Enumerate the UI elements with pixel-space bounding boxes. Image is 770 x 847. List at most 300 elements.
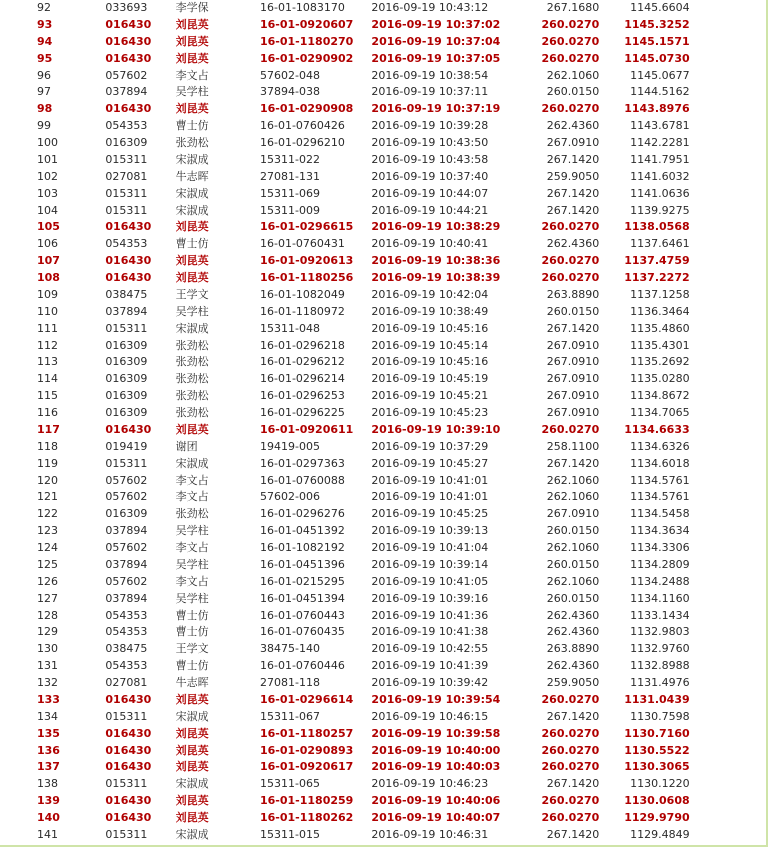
cell-name: 张劲松: [175, 372, 209, 386]
cell-code: 054353: [105, 608, 148, 622]
cell-id: 16-01-1180262: [260, 811, 354, 824]
cell-v1: 267.1420: [546, 152, 600, 166]
cell-rank: 139: [37, 794, 60, 808]
cell-code: 016309: [105, 507, 148, 521]
cell-name: 李文占: [175, 473, 209, 487]
cell-v1: 260.0270: [541, 726, 600, 740]
cell-v1: 262.1060: [546, 574, 600, 588]
cell-v1: 267.0910: [546, 338, 600, 352]
cell-v1: 267.1420: [546, 321, 600, 335]
cell-id: 16-01-1180257: [260, 726, 354, 740]
cell-id: 16-01-1180972: [260, 304, 345, 318]
cell-code: 016430: [105, 254, 152, 268]
cell-id: 16-01-0290893: [260, 743, 354, 757]
cell-code: 016430: [105, 220, 152, 234]
cell-rank: 131: [37, 659, 58, 673]
cell-code: 016309: [105, 136, 148, 149]
cell-v1: 260.0270: [541, 254, 600, 268]
cell-v1: 260.0270: [541, 102, 600, 116]
cell-code: 015311: [105, 186, 148, 200]
cell-rank: 118: [37, 439, 58, 453]
cell-rank: 136: [37, 743, 60, 757]
cell-rank: 103: [37, 186, 58, 200]
cell-id: 16-01-0296218: [260, 338, 345, 352]
cell-v1: 262.4360: [546, 608, 600, 622]
cell-time: 2016-09-19 10:40:06: [371, 794, 501, 808]
cell-code: 016430: [105, 760, 152, 774]
cell-code: 057602: [105, 490, 148, 504]
cell-rank: 133: [37, 692, 60, 706]
cell-code: 016309: [105, 338, 148, 352]
cell-v2: 1134.3634: [630, 524, 690, 538]
cell-v1: 267.1680: [546, 1, 600, 14]
cell-v1: 262.4360: [546, 659, 600, 673]
cell-id: 57602-048: [260, 68, 320, 82]
cell-rank: 106: [37, 237, 58, 251]
cell-time: 2016-09-19 10:41:01: [371, 473, 489, 487]
cell-code: 057602: [105, 574, 148, 588]
cell-rank: 94: [37, 34, 53, 48]
cell-time: 2016-09-19 10:39:13: [371, 524, 489, 538]
cell-rank: 119: [37, 456, 58, 470]
cell-code: 037894: [105, 591, 148, 605]
cell-time: 2016-09-19 10:43:50: [371, 136, 489, 149]
cell-time: 2016-09-19 10:39:28: [371, 119, 489, 133]
cell-time: 2016-09-19 10:41:39: [371, 659, 489, 673]
cell-name: 李文占: [175, 541, 209, 554]
cell-v1: 260.0270: [541, 422, 600, 436]
cell-name: 王学文: [175, 642, 209, 656]
cell-v2: 1134.3306: [630, 541, 690, 554]
cell-code: 057602: [105, 473, 148, 487]
cell-time: 2016-09-19 10:41:01: [371, 490, 489, 504]
cell-code: 038475: [105, 287, 148, 301]
cell-code: 054353: [105, 119, 148, 133]
cell-name: 刘昆英: [175, 254, 209, 268]
cell-rank: 112: [37, 338, 58, 352]
cell-time: 2016-09-19 10:38:49: [371, 304, 489, 318]
cell-v1: 262.4360: [546, 237, 600, 251]
cell-rank: 137: [37, 760, 60, 774]
cell-code: 016430: [105, 102, 152, 116]
cell-id: 15311-065: [260, 777, 320, 791]
cell-code: 037894: [105, 557, 148, 571]
cell-id: 16-01-1082049: [260, 287, 345, 301]
cell-id: 16-01-0760426: [260, 119, 345, 133]
cell-name: 李文占: [175, 574, 209, 588]
cell-name: 宋淑成: [175, 709, 209, 723]
cell-v2: 1143.8976: [624, 102, 690, 116]
cell-name: 曹士仿: [175, 237, 209, 251]
cell-id: 16-01-1180259: [260, 794, 354, 808]
cell-time: 2016-09-19 10:39:16: [371, 591, 489, 605]
cell-v1: 260.0270: [541, 811, 600, 824]
cell-code: 033693: [105, 1, 148, 14]
cell-time: 2016-09-19 10:46:31: [371, 827, 489, 841]
cell-id: 16-01-0296210: [260, 136, 345, 149]
cell-id: 16-01-0760443: [260, 608, 345, 622]
cell-name: 刘昆英: [175, 811, 209, 824]
cell-rank: 138: [37, 777, 58, 791]
cell-v2: 1132.9760: [630, 642, 690, 656]
cell-name: 宋淑成: [175, 152, 209, 166]
cell-id: 16-01-0296276: [260, 507, 345, 521]
cell-time: 2016-09-19 10:37:19: [371, 102, 501, 116]
cell-rank: 140: [37, 811, 60, 824]
cell-v1: 260.0150: [546, 85, 600, 99]
cell-name: 宋淑成: [175, 777, 209, 791]
cell-code: 015311: [105, 321, 148, 335]
cell-name: 李文占: [175, 68, 209, 82]
cell-rank: 134: [37, 709, 58, 723]
cell-v2: 1139.9275: [630, 203, 690, 217]
cell-v1: 260.0270: [541, 760, 600, 774]
cell-name: 张劲松: [175, 507, 209, 521]
cell-code: 016430: [105, 726, 152, 740]
cell-code: 016430: [105, 271, 152, 284]
cell-id: 16-01-0760435: [260, 625, 345, 639]
cell-v2: 1134.1160: [630, 591, 690, 605]
cell-id: 16-01-0451392: [260, 524, 345, 538]
cell-id: 15311-009: [260, 203, 320, 217]
cell-v2: 1136.3464: [630, 304, 690, 318]
cell-v2: 1145.0730: [624, 51, 690, 65]
cell-id: 57602-006: [260, 490, 320, 504]
cell-code: 054353: [105, 625, 148, 639]
cell-code: 016430: [105, 692, 152, 706]
cell-v1: 260.0270: [541, 51, 600, 65]
cell-v2: 1137.4759: [624, 254, 690, 268]
cell-id: 16-01-0290908: [260, 102, 354, 116]
cell-v2: 1134.7065: [630, 406, 690, 419]
cell-name: 张劲松: [175, 355, 209, 369]
cell-rank: 127: [37, 591, 58, 605]
cell-rank: 95: [37, 51, 53, 65]
cell-rank: 99: [37, 119, 51, 133]
cell-v1: 258.1100: [546, 439, 600, 453]
cell-id: 16-01-0296214: [260, 372, 345, 386]
cell-v2: 1135.2692: [630, 355, 690, 369]
cell-id: 15311-015: [260, 827, 320, 841]
cell-v2: 1134.2488: [630, 574, 690, 588]
cell-id: 19419-005: [260, 439, 320, 453]
cell-v1: 259.9050: [546, 676, 600, 689]
cell-time: 2016-09-19 10:38:36: [371, 254, 501, 268]
cell-name: 曹士仿: [175, 608, 209, 622]
cell-time: 2016-09-19 10:42:55: [371, 642, 489, 656]
cell-code: 015311: [105, 827, 148, 841]
cell-code: 016430: [105, 17, 152, 31]
cell-rank: 92: [37, 1, 51, 14]
cell-v2: 1141.0636: [630, 186, 690, 200]
cell-id: 15311-048: [260, 321, 320, 335]
cell-rank: 97: [37, 85, 51, 99]
cell-time: 2016-09-19 10:37:29: [371, 439, 489, 453]
cell-v1: 262.1060: [546, 541, 600, 554]
cell-v2: 1145.6604: [630, 1, 690, 14]
cell-rank: 105: [37, 220, 60, 234]
cell-time: 2016-09-19 10:43:58: [371, 152, 489, 166]
cell-rank: 96: [37, 68, 51, 82]
cell-rank: 115: [37, 389, 58, 403]
cell-time: 2016-09-19 10:45:23: [371, 406, 489, 419]
cell-time: 2016-09-19 10:41:36: [371, 608, 489, 622]
cell-v2: 1134.6018: [630, 456, 690, 470]
cell-v1: 262.1060: [546, 490, 600, 504]
cell-v1: 267.1420: [546, 709, 600, 723]
cell-id: 16-01-0920613: [260, 254, 354, 268]
cell-v1: 260.0150: [546, 304, 600, 318]
cell-name: 刘昆英: [175, 220, 209, 234]
cell-code: 015311: [105, 203, 148, 217]
cell-time: 2016-09-19 10:46:23: [371, 777, 489, 791]
cell-code: 016430: [105, 422, 152, 436]
cell-name: 刘昆英: [175, 743, 209, 757]
cell-name: 刘昆英: [175, 422, 209, 436]
cell-id: 16-01-0451394: [260, 591, 345, 605]
cell-rank: 107: [37, 254, 60, 268]
cell-v2: 1131.4976: [630, 676, 690, 689]
cell-v1: 262.4360: [546, 625, 600, 639]
cell-code: 016430: [105, 51, 152, 65]
cell-v1: 260.0150: [546, 557, 600, 571]
cell-time: 2016-09-19 10:42:04: [371, 287, 489, 301]
cell-rank: 121: [37, 490, 58, 504]
cell-id: 16-01-0920607: [260, 17, 354, 31]
cell-name: 刘昆英: [175, 726, 209, 740]
cell-rank: 129: [37, 625, 58, 639]
cell-name: 牛志晖: [175, 676, 209, 689]
cell-code: 016430: [105, 811, 152, 824]
cell-code: 016430: [105, 794, 152, 808]
cell-v2: 1145.0677: [630, 68, 690, 82]
cell-v2: 1134.5761: [630, 490, 690, 504]
cell-code: 015311: [105, 777, 148, 791]
cell-v1: 260.0150: [546, 591, 600, 605]
cell-rank: 128: [37, 608, 58, 622]
cell-rank: 100: [37, 136, 58, 149]
cell-id: 16-01-0760446: [260, 659, 345, 673]
cell-v1: 260.0270: [541, 692, 600, 706]
cell-v1: 267.1420: [546, 186, 600, 200]
cell-v2: 1130.5522: [624, 743, 690, 757]
cell-v2: 1142.2281: [630, 136, 690, 149]
cell-v2: 1141.7951: [630, 152, 690, 166]
cell-id: 16-01-1083170: [260, 1, 345, 14]
cell-id: 15311-067: [260, 709, 320, 723]
cell-rank: 141: [37, 827, 58, 841]
cell-time: 2016-09-19 10:45:21: [371, 389, 489, 403]
cell-time: 2016-09-19 10:46:15: [371, 709, 489, 723]
cell-time: 2016-09-19 10:45:25: [371, 507, 489, 521]
cell-v2: 1135.4860: [630, 321, 690, 335]
cell-id: 16-01-0760088: [260, 473, 345, 487]
cell-rank: 104: [37, 203, 58, 217]
cell-time: 2016-09-19 10:43:12: [371, 1, 489, 14]
cell-id: 16-01-0760431: [260, 237, 345, 251]
cell-v2: 1134.2809: [630, 557, 690, 571]
cell-v1: 263.8890: [546, 642, 600, 656]
cell-name: 宋淑成: [175, 827, 209, 841]
cell-time: 2016-09-19 10:44:21: [371, 203, 489, 217]
cell-v1: 267.0910: [546, 507, 600, 521]
cell-rank: 114: [37, 372, 58, 386]
cell-rank: 122: [37, 507, 58, 521]
cell-time: 2016-09-19 10:45:19: [371, 372, 489, 386]
cell-code: 054353: [105, 659, 148, 673]
cell-name: 王学文: [175, 287, 209, 301]
cell-code: 054353: [105, 237, 148, 251]
cell-id: 16-01-0215295: [260, 574, 345, 588]
cell-time: 2016-09-19 10:39:14: [371, 557, 489, 571]
cell-rank: 125: [37, 557, 58, 571]
cell-name: 刘昆英: [175, 794, 209, 808]
cell-id: 16-01-0451396: [260, 557, 345, 571]
cell-v2: 1134.5761: [630, 473, 690, 487]
cell-name: 谢团: [175, 439, 198, 453]
cell-v1: 267.0910: [546, 372, 600, 386]
cell-code: 015311: [105, 709, 148, 723]
cell-id: 27081-131: [260, 169, 320, 183]
cell-v1: 260.0270: [541, 743, 600, 757]
cell-name: 李文占: [175, 490, 209, 504]
cell-id: 16-01-0290902: [260, 51, 354, 65]
cell-time: 2016-09-19 10:37:40: [371, 169, 489, 183]
cell-name: 张劲松: [175, 389, 209, 403]
cell-time: 2016-09-19 10:38:39: [371, 271, 501, 284]
cell-name: 张劲松: [175, 136, 209, 149]
cell-rank: 132: [37, 676, 58, 689]
cell-rank: 113: [37, 355, 58, 369]
cell-name: 刘昆英: [175, 34, 209, 48]
cell-name: 宋淑成: [175, 203, 209, 217]
cell-id: 16-01-0296253: [260, 389, 345, 403]
cell-name: 吴学柱: [175, 591, 209, 605]
cell-code: 015311: [105, 152, 148, 166]
cell-v2: 1129.9790: [624, 811, 690, 824]
cell-time: 2016-09-19 10:39:54: [371, 692, 501, 706]
cell-v2: 1134.6326: [630, 439, 690, 453]
cell-code: 016430: [105, 34, 152, 48]
cell-code: 027081: [105, 676, 148, 689]
cell-v2: 1130.7160: [624, 726, 690, 740]
cell-time: 2016-09-19 10:41:04: [371, 541, 489, 554]
cell-name: 曹士仿: [175, 625, 209, 639]
cell-v2: 1135.0280: [630, 372, 690, 386]
cell-v1: 260.0270: [541, 17, 600, 31]
cell-name: 张劲松: [175, 338, 209, 352]
cell-code: 038475: [105, 642, 148, 656]
cell-name: 牛志晖: [175, 169, 209, 183]
cell-id: 16-01-0296614: [260, 692, 354, 706]
cell-v1: 267.1420: [546, 777, 600, 791]
cell-v2: 1130.7598: [630, 709, 690, 723]
cell-id: 15311-022: [260, 152, 320, 166]
cell-v1: 267.0910: [546, 406, 600, 419]
cell-time: 2016-09-19 10:37:05: [371, 51, 501, 65]
cell-time: 2016-09-19 10:45:16: [371, 321, 489, 335]
cell-rank: 109: [37, 287, 58, 301]
cell-v2: 1134.8672: [630, 389, 690, 403]
cell-time: 2016-09-19 10:40:41: [371, 237, 489, 251]
cell-id: 16-01-0296212: [260, 355, 345, 369]
cell-v2: 1144.5162: [630, 85, 690, 99]
cell-id: 16-01-0297363: [260, 456, 345, 470]
cell-rank: 108: [37, 271, 60, 284]
cell-name: 吴学柱: [175, 524, 209, 538]
cell-time: 2016-09-19 10:40:03: [371, 760, 501, 774]
cell-v1: 267.0910: [546, 136, 600, 149]
cell-v2: 1130.0608: [624, 794, 690, 808]
cell-id: 38475-140: [260, 642, 320, 656]
cell-code: 057602: [105, 68, 148, 82]
cell-rank: 123: [37, 524, 58, 538]
cell-time: 2016-09-19 10:37:02: [371, 17, 501, 31]
cell-name: 宋淑成: [175, 186, 209, 200]
cell-rank: 124: [37, 541, 58, 554]
cell-name: 李学保: [175, 1, 209, 14]
cell-v1: 267.1420: [546, 203, 600, 217]
cell-time: 2016-09-19 10:38:29: [371, 220, 501, 234]
cell-name: 吴学柱: [175, 304, 209, 318]
cell-rank: 102: [37, 169, 58, 183]
cell-time: 2016-09-19 10:39:58: [371, 726, 501, 740]
cell-v2: 1143.6781: [630, 119, 690, 133]
cell-name: 宋淑成: [175, 456, 209, 470]
cell-v2: 1129.4849: [630, 827, 690, 841]
cell-rank: 98: [37, 102, 53, 116]
cell-code: 016309: [105, 406, 148, 419]
cell-id: 16-01-1082192: [260, 541, 345, 554]
cell-name: 刘昆英: [175, 692, 209, 706]
cell-v2: 1133.1434: [630, 608, 690, 622]
cell-id: 15311-069: [260, 186, 320, 200]
cell-time: 2016-09-19 10:38:54: [371, 68, 489, 82]
cell-v2: 1135.4301: [630, 338, 690, 352]
cell-v1: 262.4360: [546, 119, 600, 133]
cell-v1: 260.0270: [541, 220, 600, 234]
cell-rank: 116: [37, 406, 58, 419]
cell-id: 37894-038: [260, 85, 320, 99]
cell-v2: 1145.1571: [624, 34, 690, 48]
cell-rank: 117: [37, 422, 60, 436]
cell-name: 刘昆英: [175, 51, 209, 65]
cell-name: 刘昆英: [175, 102, 209, 116]
cell-time: 2016-09-19 10:39:10: [371, 422, 501, 436]
cell-v1: 267.1420: [546, 456, 600, 470]
cell-v2: 1137.1258: [630, 287, 690, 301]
cell-v1: 259.9050: [546, 169, 600, 183]
cell-time: 2016-09-19 10:45:14: [371, 338, 489, 352]
cell-v2: 1138.0568: [624, 220, 690, 234]
cell-v2: 1134.5458: [630, 507, 690, 521]
cell-code: 016430: [105, 743, 152, 757]
cell-v1: 260.0270: [541, 794, 600, 808]
cell-code: 027081: [105, 169, 148, 183]
cell-v1: 267.0910: [546, 355, 600, 369]
cell-v1: 260.0270: [541, 271, 600, 284]
cell-id: 16-01-1180270: [260, 34, 354, 48]
cell-v2: 1132.8988: [630, 659, 690, 673]
cell-time: 2016-09-19 10:45:16: [371, 355, 489, 369]
cell-rank: 111: [37, 321, 58, 335]
cell-time: 2016-09-19 10:44:07: [371, 186, 489, 200]
cell-name: 刘昆英: [175, 760, 209, 774]
cell-name: 吴学柱: [175, 557, 209, 571]
cell-v1: 267.0910: [546, 389, 600, 403]
cell-name: 曹士仿: [175, 119, 209, 133]
cell-rank: 110: [37, 304, 58, 318]
